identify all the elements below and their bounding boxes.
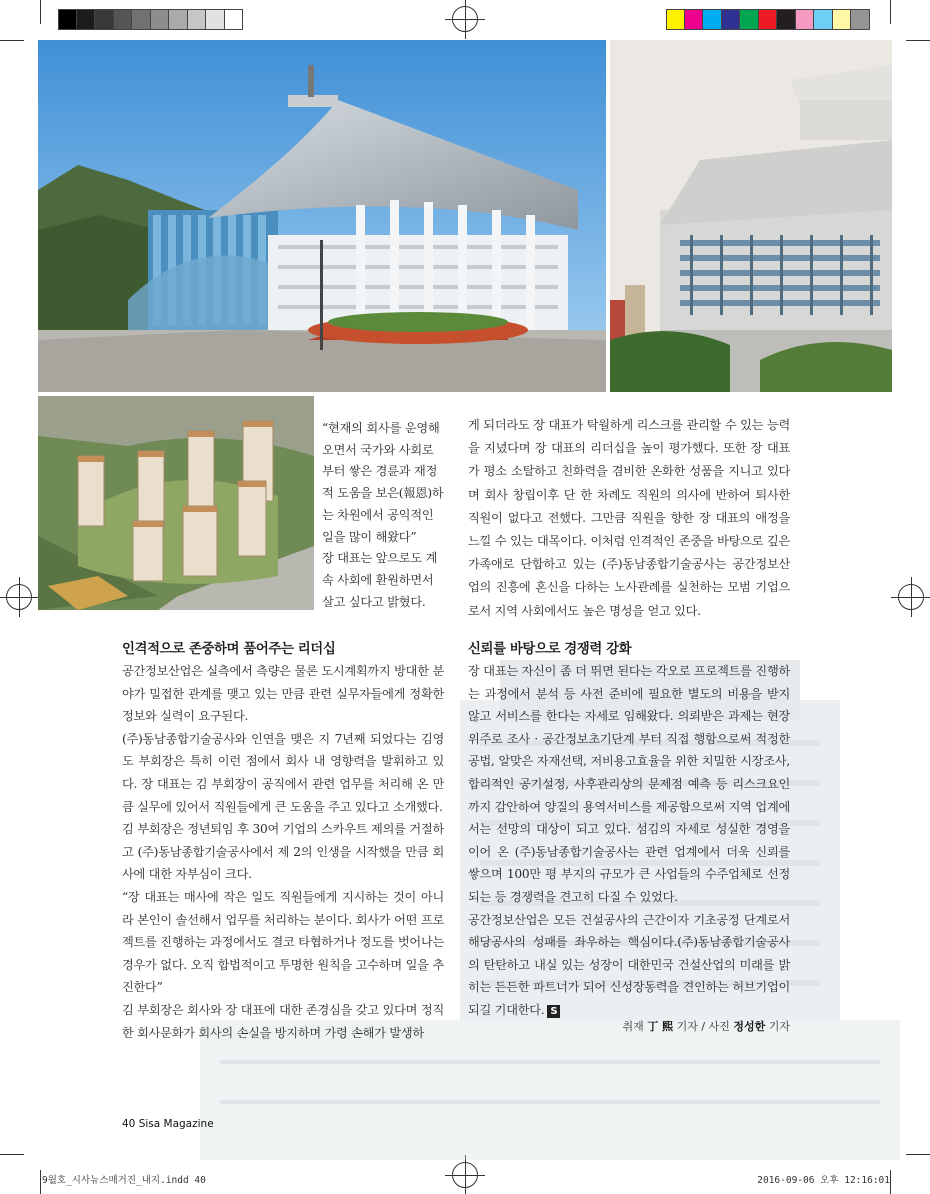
quote-line: 살고 싶다고 밝혔다.	[322, 594, 426, 609]
calibration-swatch	[722, 9, 741, 30]
registration-mark-bottom	[452, 1162, 478, 1188]
paragraph: 게 되더라도 장 대표가 탁월하게 리스크를 관리할 수 있는 능력을 지녔다며 장 대표의 리더십을 높이 평가했다. 또한 장 대표가 평소 소탈하고 친화력을 겸비한 온화한 성품을 지니고 있다며 회사 창립이후 단 한 차례도 직원의 의사에 반하여 퇴사한 직원이 없다고 전했다. 그만큼 직원을 향한 장 대표의 애정을 느낄 수 있는 대목이다. 이처럼 인격적인 존중을 바탕으로 깊은 가족애로 단합하고 있는 (주)동남종합기술공사는 공간정보산업의 진흥에 혼신을 다하는 노사관례를 실천하는 모범 기업으로서 지역 사회에서도 높은 명성을 얻고 있다.	[468, 418, 790, 618]
slug-file-info: 9월호_시사뉴스매거진_내지.indd 40	[42, 1175, 206, 1186]
credit-prefix: 취재	[622, 1020, 644, 1033]
color-calibration-bar	[666, 9, 870, 30]
end-mark-icon: S	[547, 1005, 560, 1018]
paragraph: 김 부회장은 정년퇴임 후 30여 기업의 스카우트 제의를 거절하고 (주)동남종합기술공사에서 제 2의 인생을 시작했을 만큼 회사에 대한 자부심이 크다.	[122, 822, 444, 882]
calibration-swatch	[666, 9, 685, 30]
calibration-swatch	[685, 9, 704, 30]
crop-mark	[0, 40, 24, 41]
paragraph: (주)동남종합기술공사와 인연을 맺은 지 7년째 되었다는 김영도 부회장은 특히 이런 점에서 회사 내 영향력을 발휘하고 있다. 장 대표는 김 부회장이 공직에서 관련 업무를 처리해 온 만큼 실무에 있어서 직원들에게 큰 도움을 주고 있다고 소개했다.	[122, 731, 444, 814]
paragraph: 공간정보산업은 실측에서 측량은 물론 도시계획까지 방대한 분야가 밀접한 관계를 맺고 있는 만큼 관련 실무자들에게 정확한 정보와 실력이 요구된다.	[122, 664, 444, 724]
calibration-swatch	[851, 9, 870, 30]
grayscale-calibration-bar	[58, 9, 243, 30]
calibration-swatch	[759, 9, 778, 30]
calibration-swatch	[703, 9, 722, 30]
crop-mark	[906, 1154, 930, 1155]
registration-mark-left	[6, 584, 32, 610]
paragraph-text: 공간정보산업은 모든 건설공사의 근간이자 기초공정 단계로서 해당공사의 성패를 좌우하는 핵심이다.(주)동남종합기술공사의 탄탄하고 내실 있는 성장이 대한민국 건설산업의 미래를 밝히는 든든한 파트너가 되어 신성장동력을 견인하는 허브기업이 되길 기대한다.	[468, 912, 790, 1017]
quote-line: 일을 많이 해왔다”	[322, 529, 417, 544]
registration-mark-right	[898, 584, 924, 610]
paragraph: 김 부회장은 회사와 장 대표에 대한 존경심을 갖고 있다며 정직한 회사문화가 회사의 손실을 방지하며 가령 손해가 발생하	[122, 1002, 444, 1040]
crop-mark	[40, 0, 41, 24]
calibration-swatch	[206, 9, 225, 30]
quote-line: 속 사회에 환원하면서	[322, 572, 434, 587]
calibration-swatch	[777, 9, 796, 30]
calibration-swatch	[114, 9, 133, 30]
calibration-swatch	[225, 9, 244, 30]
slug-timestamp: 2016-09-06 오후 12:16:01	[757, 1175, 890, 1186]
calibration-swatch	[58, 9, 77, 30]
calibration-swatch	[151, 9, 170, 30]
continuation-paragraph	[468, 414, 790, 623]
calibration-swatch	[833, 9, 852, 30]
calibration-swatch	[77, 9, 96, 30]
reporter-role: 기자 / 사진	[676, 1020, 730, 1033]
photo-office-building-right	[610, 40, 892, 392]
pull-quote	[322, 418, 444, 613]
calibration-swatch	[814, 9, 833, 30]
calibration-swatch	[796, 9, 815, 30]
section-heading-competitiveness: 신뢰를 바탕으로 경쟁력 강화	[468, 642, 632, 657]
registration-mark-top	[452, 6, 478, 32]
quote-line: 오면서 국가와 사회로	[322, 442, 434, 457]
quote-line: 적 도움을 보은(報恩)하	[322, 486, 444, 501]
quote-line: 부터 쌓은 경륜과 재정	[322, 464, 438, 479]
byline-credit	[623, 1018, 790, 1034]
crop-mark	[40, 1170, 41, 1194]
section-heading-leadership: 인격적으로 존중하며 품어주는 리더십	[122, 642, 336, 657]
crop-mark	[906, 40, 930, 41]
calibration-swatch	[132, 9, 151, 30]
quote-line: 는 차원에서 공익적인	[322, 507, 434, 522]
body-column-left	[122, 660, 444, 1044]
paragraph: 장 대표는 자신이 좀 더 뛰면 된다는 각오로 프로젝트를 진행하는 과정에서 분석 등 사전 준비에 필요한 별도의 비용을 받지 않고 서비스를 한다는 자세로 임해왔다. 의뢰받은 과제는 현장위주로 조사 · 공간정보초기단계 부터 직접 행함으로써 적정한 공법, 알맞은 자재선택, 저비용고효율을 위한 치밀한 시장조사, 합리적인 공기설정, 사후관리상의 문제점 예측 등 리스크요인까지 감안하여 양질의 용역서비스를 제공함으로써 지역 업계에서는 선망의 대상이 되고 있다. 섬김의 자세로 성실한 경영을 이어 온 (주)동남종합기술공사는 관련 업계에서 더욱 신뢰를 쌓으며 100만 평 부지의 규모가 큰 사업들의 수주업체로 선정 되는 등 경쟁력을 견고히 다질 수 있었다.	[468, 664, 790, 904]
photographer-name: 정성한	[733, 1020, 766, 1033]
quote-line: 장 대표는 앞으로도 계	[322, 551, 438, 566]
calibration-swatch	[95, 9, 114, 30]
crop-mark	[890, 0, 891, 24]
quote-line: “현재의 회사를 운영해	[322, 421, 440, 435]
photographer-role: 기자	[768, 1020, 790, 1033]
paragraph: “장 대표는 매사에 작은 일도 직원들에게 지시하는 것이 아니라 본인이 솔선해서 업무를 처리하는 분이다. 회사가 어떤 프로젝트를 진행하는 과정에서도 결코 타협하거나 정도를 벗어나는 경우가 없다. 오직 합법적이고 투명한 원칙을 고수하며 일을 추진한다”	[122, 889, 444, 995]
photo-civic-building-curved-roof	[38, 40, 606, 392]
paragraph-final	[468, 909, 790, 1022]
photo-apartment-complex-aerial	[38, 396, 314, 610]
calibration-swatch	[188, 9, 207, 30]
body-column-right	[468, 660, 790, 1022]
calibration-swatch	[169, 9, 188, 30]
page-folio: 40 Sisa Magazine	[122, 1118, 214, 1130]
crop-mark	[0, 1154, 24, 1155]
calibration-swatch	[740, 9, 759, 30]
reporter-name: 丁 熙	[647, 1020, 674, 1033]
crop-mark	[890, 1170, 891, 1194]
